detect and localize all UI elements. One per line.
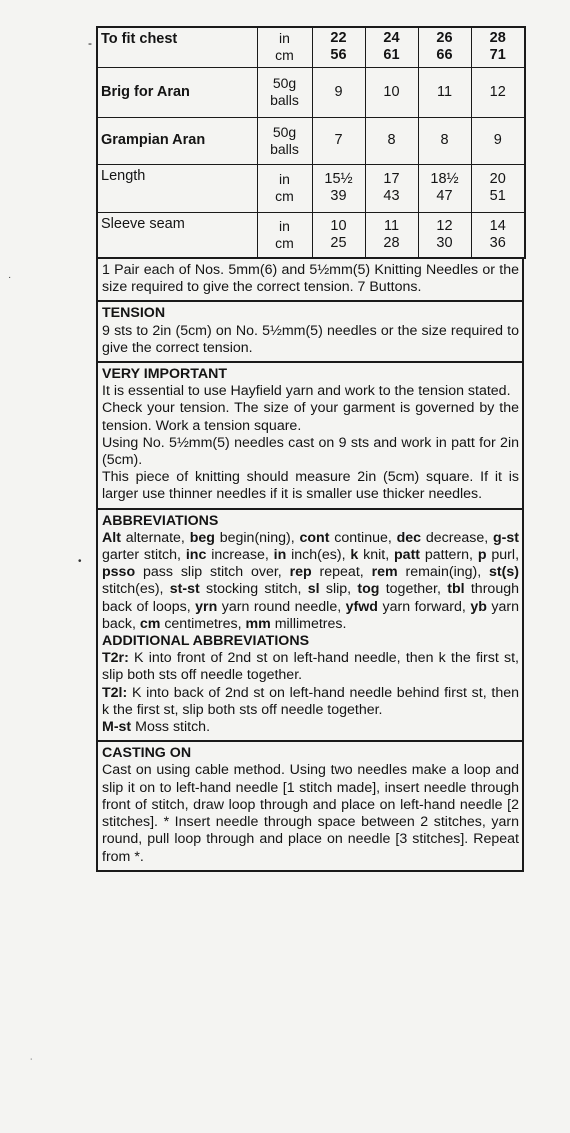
abbr-meaning: pattern, [420, 547, 478, 564]
t2l-entry: T2l: K into back of 2nd st on left-hand needle behind first st, then k the first st, slip both sts off needle together. [102, 684, 519, 718]
abbr-term: sl [307, 581, 320, 598]
abbr-term: tog [357, 581, 380, 598]
chest-label: To fit chest [97, 27, 257, 67]
table-row: Brig for Aran 50g balls 9 10 11 12 [97, 67, 525, 117]
abbr-meaning: stitch(es), [102, 581, 170, 598]
abbr-meaning: repeat, [311, 564, 372, 581]
tension-text: 9 sts to 2in (5cm) on No. 5½mm(5) needles or the size required to give the correct tension. [102, 322, 519, 356]
abbr-term: k [350, 547, 359, 564]
abbr-term: yfwd [345, 598, 378, 615]
abbr-meaning: through back of loops, [102, 581, 519, 615]
abbr-term: mm [245, 615, 271, 632]
abbr-term: psso [102, 564, 136, 581]
margin-dot: • [78, 556, 82, 567]
abbr-meaning: pass slip stitch over, [135, 564, 290, 581]
abbr-meaning: continue, [329, 529, 397, 546]
casting-on-heading: CASTING ON [102, 745, 192, 762]
very-important-box [96, 363, 524, 510]
abbr-term: g-st [492, 529, 519, 546]
abbr-term: st(s) [489, 564, 519, 581]
sizes-table [96, 26, 526, 259]
abbr-meaning: together, [379, 581, 448, 598]
abbr-meaning: yarn back, [102, 598, 519, 632]
abbr-meaning: decrease, [421, 529, 493, 546]
margin-dot: ˙ [30, 1058, 34, 1069]
abbr-term: inc [185, 547, 207, 564]
very-important-heading: VERY IMPORTANT [102, 366, 228, 383]
abbr-meaning: garter stitch, [102, 547, 186, 564]
abbreviations-list [102, 530, 519, 633]
tension-heading: TENSION [102, 305, 166, 322]
paragraph: Check your tension. The size of your garment is governed by the tension. Work a tension square. [102, 400, 519, 434]
abbr-term: dec [396, 529, 422, 546]
abbr-meaning: yarn round needle, [217, 598, 346, 615]
materials-box [96, 259, 524, 302]
pattern-sheet [96, 26, 524, 872]
abbr-meaning: alternate, [120, 529, 190, 546]
casting-on-box [96, 742, 524, 871]
t2r-entry: T2r: K into front of 2nd st on left-hand needle, then k the first st, slip both sts off needle together. [102, 650, 519, 684]
abbr-term: rem [371, 564, 398, 581]
abbr-term: cont [299, 529, 330, 546]
abbreviations-box [96, 510, 524, 743]
abbr-meaning: increase, [206, 547, 274, 564]
abbr-meaning: slip, [319, 581, 358, 598]
abbr-meaning: begin(ning), [214, 529, 300, 546]
abbr-meaning: inch(es), [286, 547, 351, 564]
abbr-meaning: remain(ing), [397, 564, 490, 581]
abbreviations-heading: ABBREVIATIONS [102, 512, 219, 529]
additional-heading: ADDITIONAL ABBREVIATIONS [102, 633, 310, 650]
table-row: Length in cm 15½ 39 17 43 18½ 47 20 51 [97, 164, 525, 212]
abbr-term: st-st [169, 581, 200, 598]
abbr-term: in [273, 547, 287, 564]
tension-box [96, 302, 524, 363]
margin-dash: - [88, 36, 92, 50]
table-row: To fit chest in cm 22 56 24 61 26 66 28 71 [97, 27, 525, 67]
unit-cm: cm [275, 47, 294, 64]
abbr-meaning: purl, [486, 547, 520, 564]
paragraph: Using No. 5½mm(5) needles cast on 9 sts and work in patt for 2in (5cm). [102, 434, 519, 469]
margin-dot: · [8, 272, 12, 283]
abbr-term: cm [139, 615, 161, 632]
abbr-meaning: yarn forward, [377, 598, 471, 615]
abbr-meaning: millimetres. [270, 615, 347, 632]
paragraph: It is essential to use Hayfield yarn and work to the tension stated. [102, 383, 511, 400]
mst-entry: M-st Moss stitch. [102, 719, 211, 736]
abbr-term: beg [189, 529, 215, 546]
abbr-term: patt [394, 547, 421, 564]
table-row: Sleeve seam in cm 10 25 11 28 12 30 14 36 [97, 212, 525, 258]
abbr-term: rep [289, 564, 312, 581]
materials-text: 1 Pair each of Nos. 5mm(6) and 5½mm(5) Knitting Needles or the size required to give the correct tension. 7 Buttons. [102, 262, 519, 296]
abbr-term: p [477, 547, 487, 564]
abbr-term: Alt [102, 529, 121, 546]
unit-in: in [279, 30, 290, 47]
abbr-meaning: centimetres, [160, 615, 246, 632]
abbr-term: yb [470, 598, 487, 615]
abbr-term: yrn [195, 598, 218, 615]
abbr-meaning: knit, [358, 547, 395, 564]
paragraph: This piece of knitting should measure 2in (5cm) square. If it is larger use thinner needles if it is smaller use thicker needles. [102, 469, 519, 503]
casting-on-text: Cast on using cable method. Using two needles make a loop and slip it on to left-hand needle [1 stitch made], insert needle through front of stitch, draw loop through and place on left-hand needle [2 stitches]. * Insert needle through space between 2 stitches, yarn round, pull loop through and place on needle [3 stitches]. Repeat from *. [102, 762, 519, 865]
table-row: Grampian Aran 50g balls 7 8 8 9 [97, 117, 525, 164]
abbr-term: tbl [447, 581, 465, 598]
abbr-meaning: stocking stitch, [199, 581, 308, 598]
